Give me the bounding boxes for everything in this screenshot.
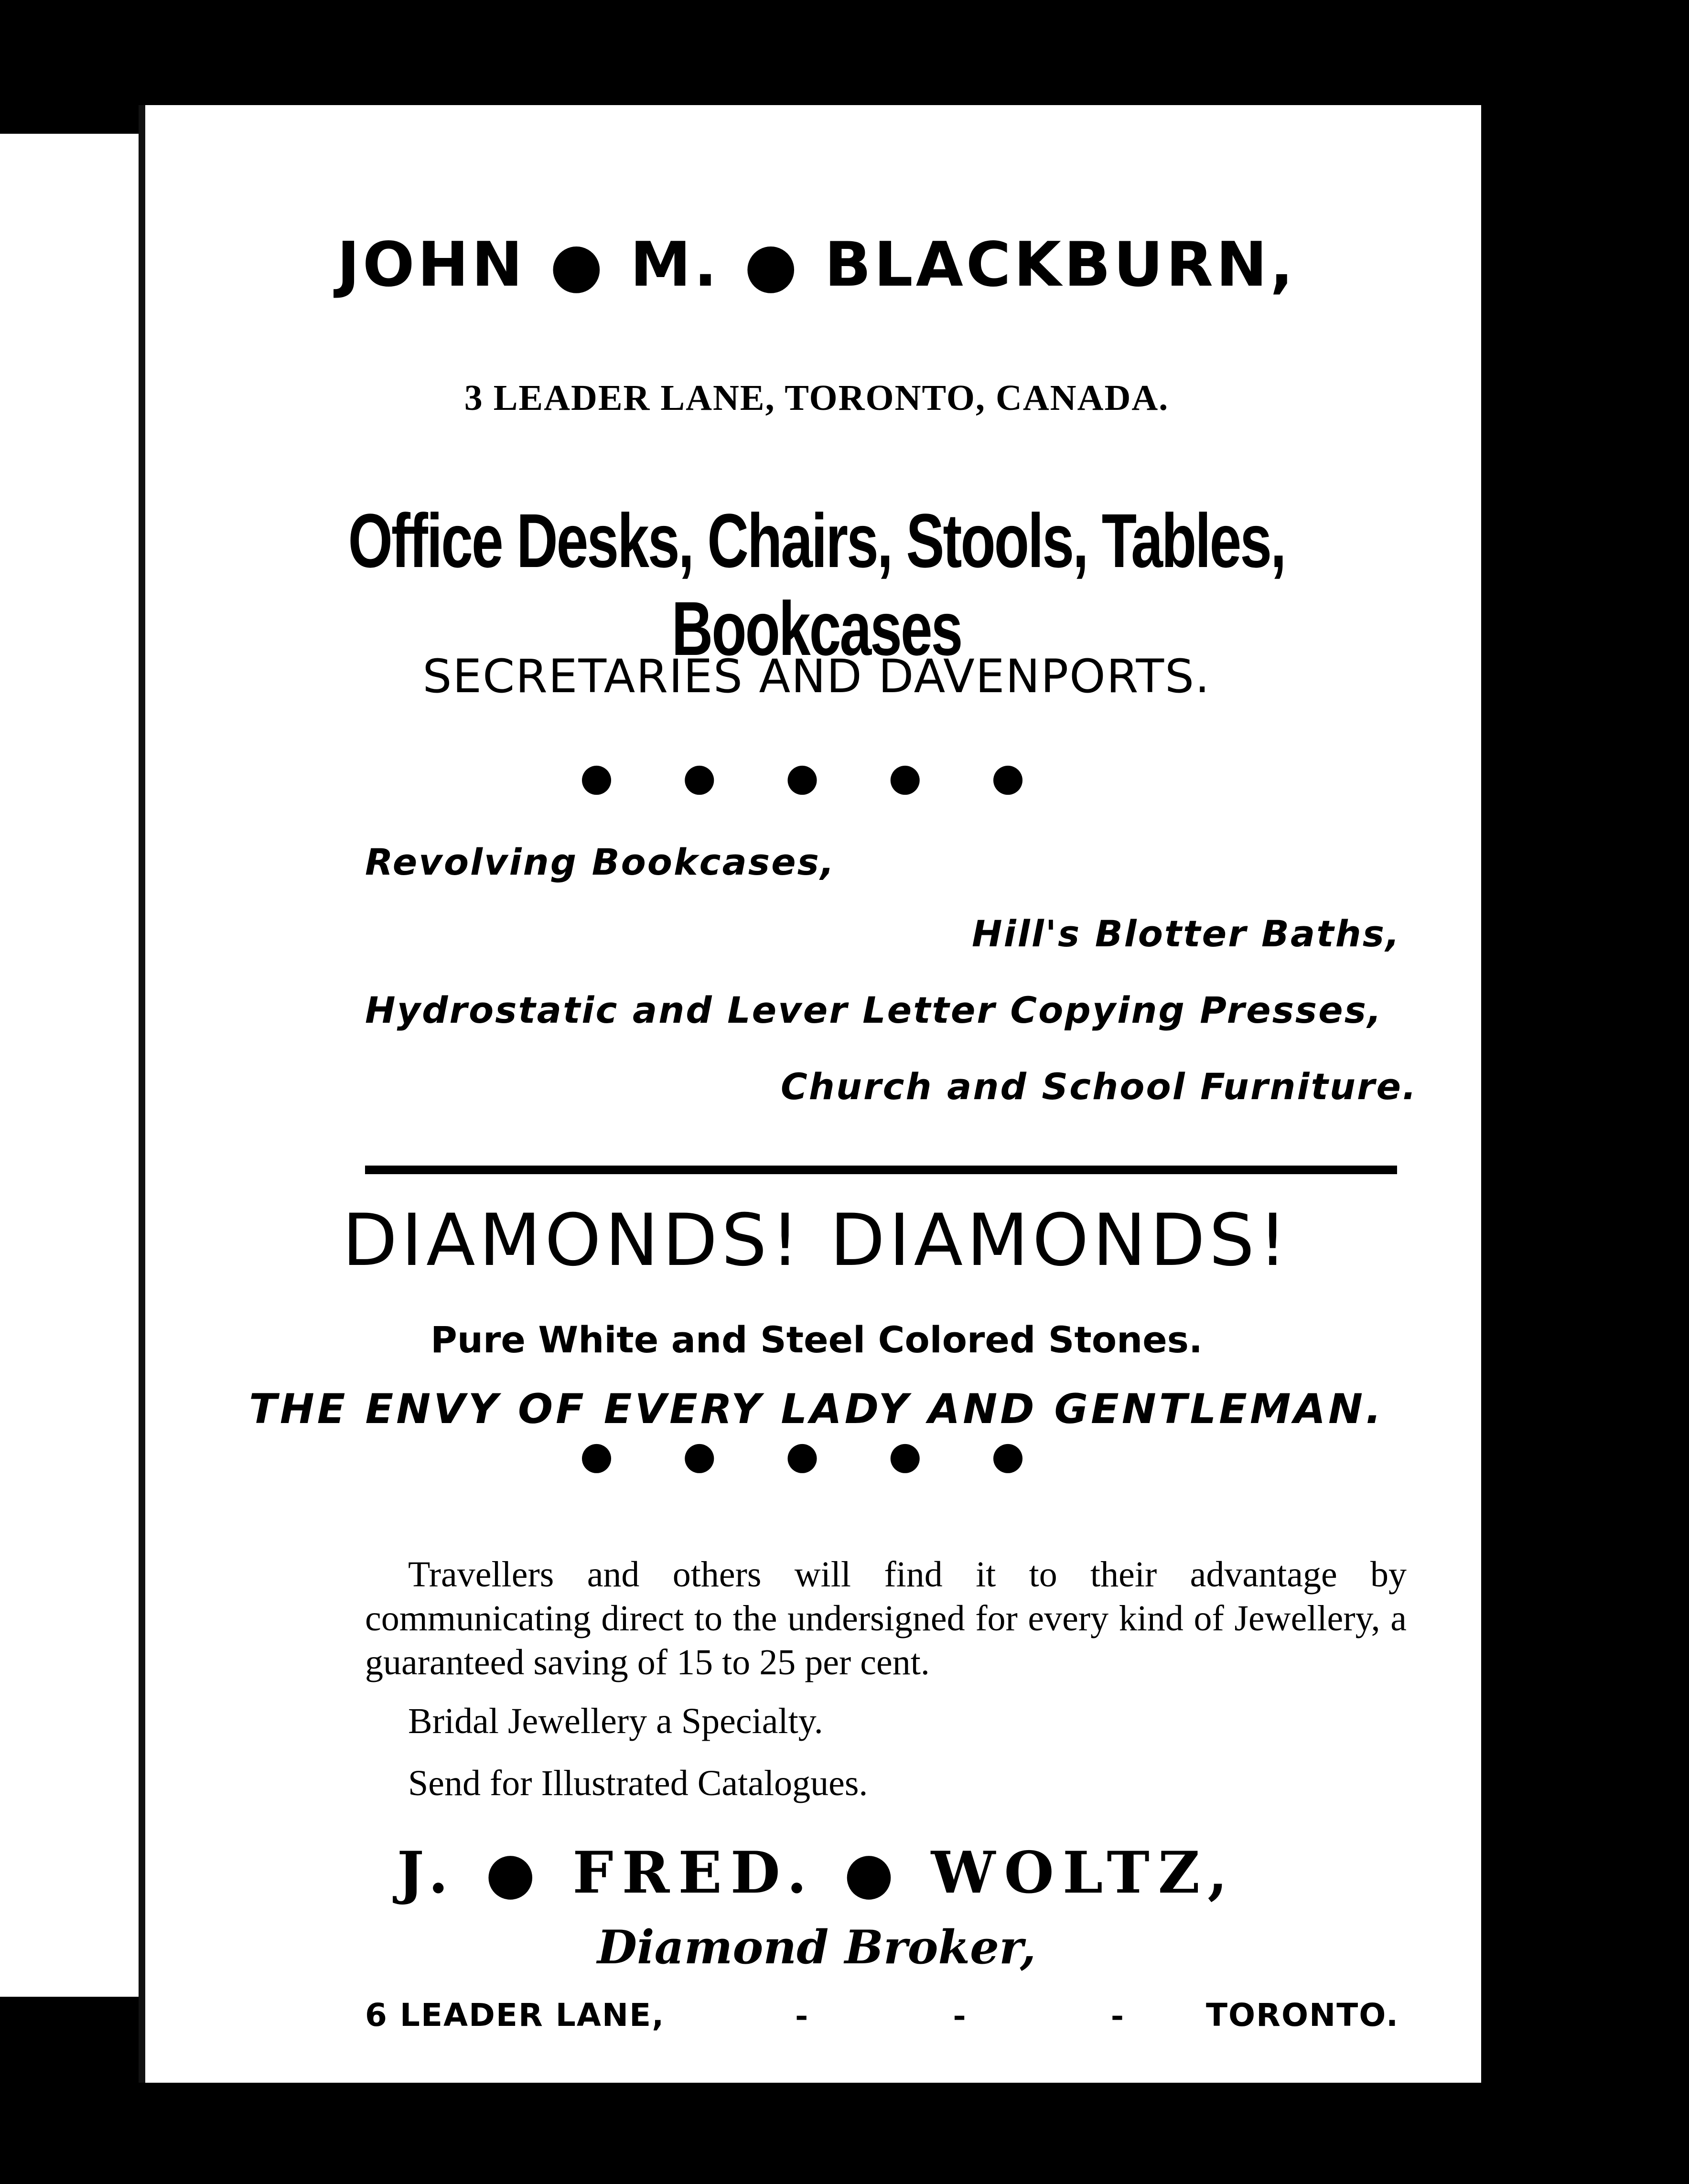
broker-city: TORONTO. [1206,1997,1399,2034]
body-paragraph: Travellers and others will find it to their advantage by communicating direct to the undersigned for every kind of Jewellery, a guaranteed saving of 15 to 25 per cent. [365,1554,1407,1682]
ornament-divider: ● ● ● ● ● [580,755,1054,799]
product-item: Hydrostatic and Lever Letter Copying Presses, [365,989,1383,1031]
section-rule [365,1166,1397,1174]
broker-address: 6 LEADER LANE, [365,1997,665,2034]
diamonds-subline: Pure White and Steel Colored Stones. [430,1318,1203,1361]
page-left-edge [0,134,143,1997]
footer-dots: - - - [795,1997,1191,2034]
ornament-divider: ● ● ● ● ● [580,1433,1054,1477]
broker-title: Diamond Broker, [597,1920,1036,1974]
broker-name: J. ● FRED. ● WOLTZ, [397,1839,1237,1906]
specialty-line: Bridal Jewellery a Specialty. [408,1701,823,1741]
products-subline: SECRETARIES AND DAVENPORTS. [422,650,1211,703]
merchant-name: JOHN ● M. ● BLACKBURN, [337,229,1296,300]
merchant-address: 3 LEADER LANE, TORONTO, CANADA. [464,378,1169,418]
products-headline: Office Desks, Chairs, Stools, Tables, Bookcases [348,498,1285,671]
advertisement-page [139,105,1481,2083]
catalogue-line: Send for Illustrated Catalogues. [408,1763,868,1803]
product-item: Revolving Bookcases, [365,841,836,883]
diamonds-tagline: THE ENVY OF EVERY LADY AND GENTLEMAN. [249,1385,1384,1433]
product-item: Church and School Furniture. [781,1065,1418,1108]
product-item: Hill's Blotter Baths, [972,912,1401,955]
diamonds-headline: DIAMONDS! DIAMONDS! [342,1199,1291,1282]
